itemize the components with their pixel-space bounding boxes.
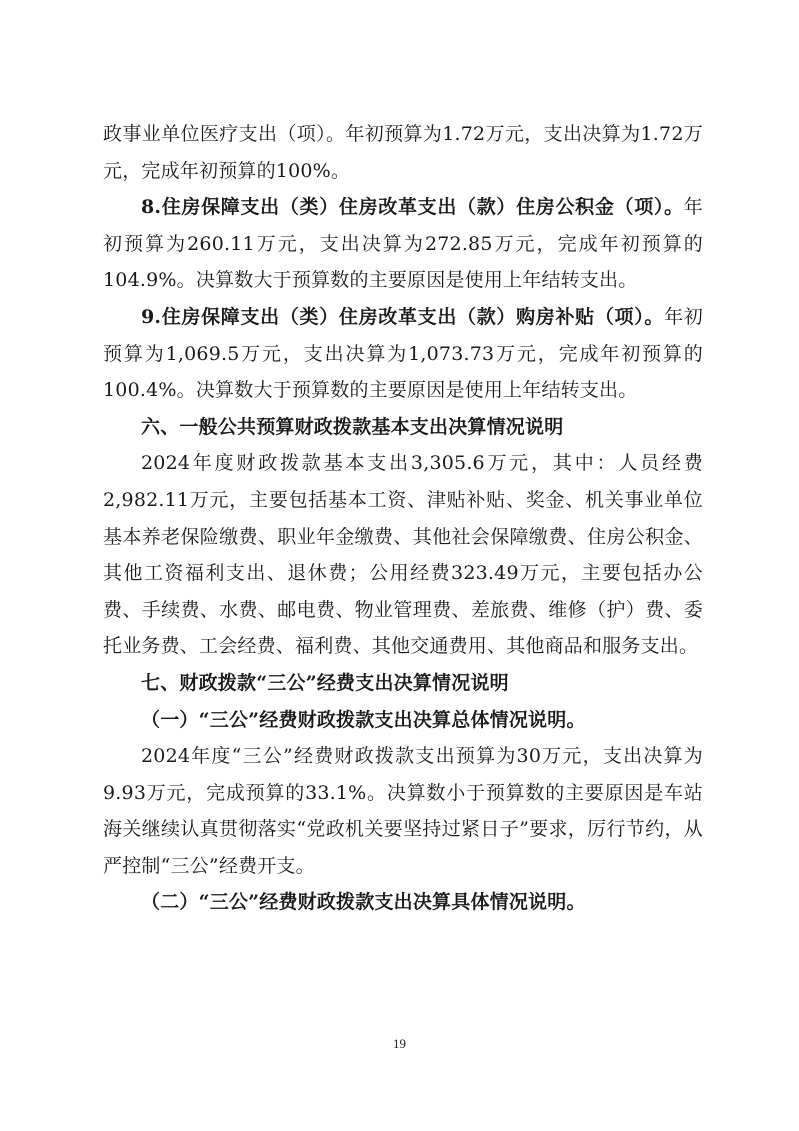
section-heading-basic-expense bbox=[103, 409, 703, 446]
subsection-heading-details bbox=[103, 884, 703, 921]
document-body bbox=[103, 116, 703, 921]
section-heading-three-public bbox=[103, 665, 703, 702]
paragraph-text: 年初预算为1,069.5万元，支出决算为1,073.73万元，完成年初预算的100.4%。决算数大于预算数的主要原因是使用上年结转支出。 bbox=[103, 305, 703, 402]
item-heading-housing-subsidy: 9.住房保障支出（类）住房改革支出（款）购房补贴（项）。 bbox=[141, 305, 665, 328]
item-heading-housing-fund: 8.住房保障支出（类）住房改革支出（款）住房公积金（项）。 bbox=[141, 196, 684, 219]
paragraph-medical-expense bbox=[103, 116, 703, 189]
paragraph-text: 2024年度“三公”经费财政拨款支出预算为30万元，支出决算为9.93万元，完成预算的33.1%。决算数小于预算数的主要原因是车站海关继续认真贯彻落实“党政机关要坚持过紧日子”要求，厉行节约，从严控制“三公”经费开支。 bbox=[103, 745, 703, 877]
paragraph-text: 2024年度财政拨款基本支出3,305.6万元，其中：人员经费2,982.11万元，主要包括基本工资、津贴补贴、奖金、机关事业单位基本养老保险缴费、职业年金缴费、其他社会保障缴费、住房公积金、其他工资福利支出、退休费；公用经费323.49万元，主要包括办公费、手续费、水费、邮电费、物业管理费、差旅费、维修（护）费、委托业务费、工会经费、福利费、其他交通费用、其他商品和服务支出。 bbox=[103, 452, 703, 658]
paragraph-housing-subsidy bbox=[103, 299, 703, 409]
paragraph-text: 年初预算为260.11万元，支出决算为272.85万元，完成年初预算的104.9%。决算数大于预算数的主要原因是使用上年结转支出。 bbox=[103, 196, 703, 292]
paragraph-basic-expense bbox=[103, 445, 703, 665]
section-heading-text: 七、财政拨款“三公”经费支出决算情况说明 bbox=[141, 671, 509, 694]
subsection-heading-text: （一）“三公”经费财政拨款支出决算总体情况说明。 bbox=[141, 708, 586, 731]
section-heading-text: 六、一般公共预算财政拨款基本支出决算情况说明 bbox=[141, 415, 564, 438]
paragraph-text: 政事业单位医疗支出（项）。年初预算为1.72万元，支出决算为1.72万元，完成年初预算的100%。 bbox=[103, 123, 703, 182]
subsection-heading-text: （二）“三公”经费财政拨款支出决算具体情况说明。 bbox=[141, 891, 586, 914]
subsection-heading-overall bbox=[103, 702, 703, 739]
paragraph-housing-fund bbox=[103, 189, 703, 299]
paragraph-three-public-overall bbox=[103, 738, 703, 884]
page-number: 19 bbox=[393, 1036, 406, 1051]
